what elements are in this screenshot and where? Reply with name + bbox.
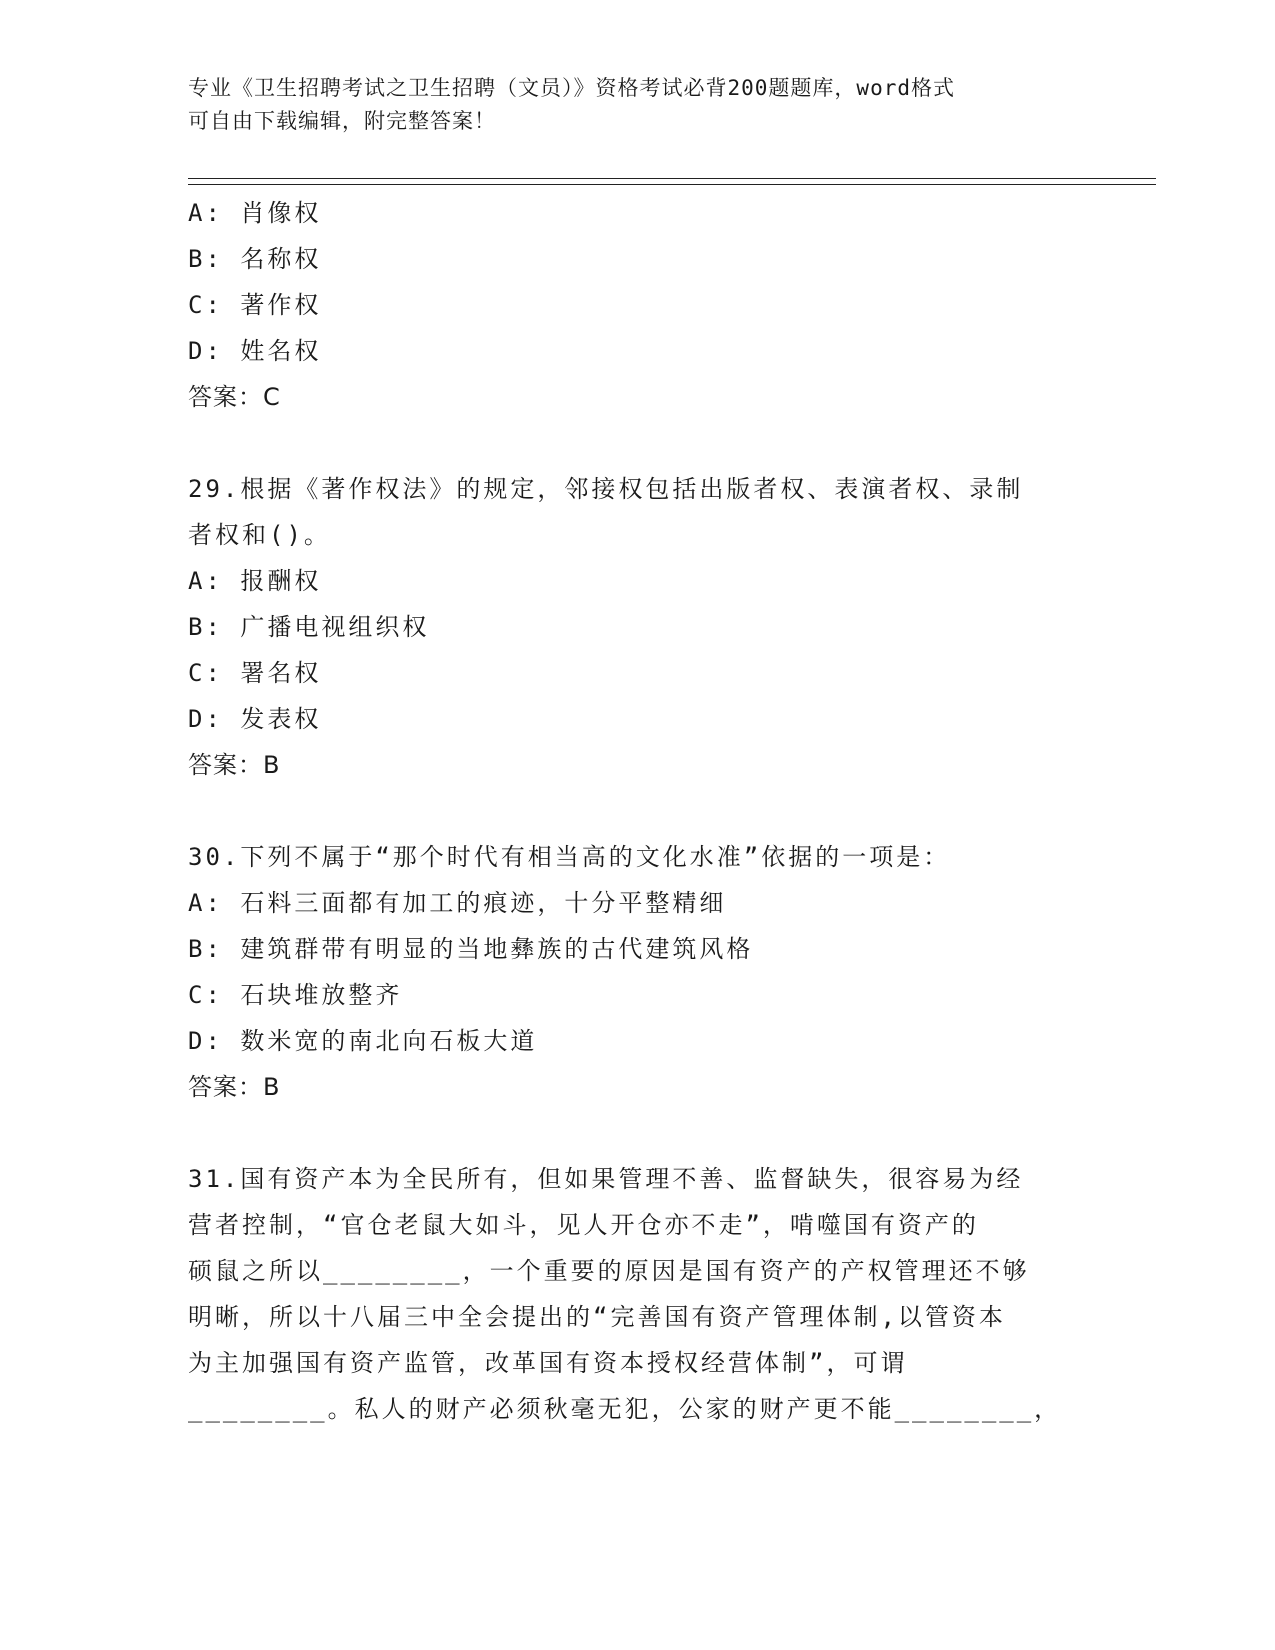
question-28: [188, 190, 1088, 420]
spacer: [188, 788, 1088, 834]
question-30: [188, 834, 1088, 1110]
question-text-line-1: 31.国有资产本为全民所有，但如果管理不善、监督缺失，很容易为经: [188, 1165, 1024, 1193]
question-text-line-4: 明晰，所以十八届三中全会提出的“完善国有资产管理体制,以管资本: [188, 1303, 1006, 1331]
option-b: B: 名称权: [188, 245, 322, 273]
question-text-line-6: ________。私人的财产必须秋毫无犯，公家的财产更不能________，: [188, 1395, 1062, 1423]
option-c: C: 署名权: [188, 659, 322, 687]
question-29: [188, 466, 1088, 788]
header-line-2: 可自由下载编辑，附完整答案！: [188, 109, 496, 133]
question-text-line-1: 30.下列不属于“那个时代有相当高的文化水准”依据的一项是：: [188, 843, 951, 871]
option-c: C: 著作权: [188, 291, 322, 319]
header-divider-bottom: [188, 184, 1156, 185]
question-text-line-1: 29.根据《著作权法》的规定，邻接权包括出版者权、表演者权、录制: [188, 475, 1024, 503]
question-text-line-5: 为主加强国有资产监管，改革国有资本授权经营体制”，可谓: [188, 1349, 908, 1377]
question-text-line-2: 者权和()。: [188, 521, 331, 549]
option-d: D: 数米宽的南北向石板大道: [188, 1027, 538, 1055]
option-a: A: 报酬权: [188, 567, 322, 595]
header-line-1: 专业《卫生招聘考试之卫生招聘（文员）》资格考试必背200题题库，word格式: [188, 76, 955, 100]
option-a: A: 肖像权: [188, 199, 322, 227]
spacer: [188, 420, 1088, 466]
header-divider-top: [188, 178, 1156, 179]
document-header: [188, 72, 1088, 138]
option-b: B: 广播电视组织权: [188, 613, 430, 641]
option-c: C: 石块堆放整齐: [188, 981, 403, 1009]
option-d: D: 发表权: [188, 705, 322, 733]
answer: 答案：C: [188, 383, 281, 411]
question-text-line-2: 营者控制，“官仓老鼠大如斗，见人开仓亦不走”，啃噬国有资产的: [188, 1211, 979, 1239]
option-a: A: 石料三面都有加工的痕迹，十分平整精细: [188, 889, 727, 917]
option-d: D: 姓名权: [188, 337, 322, 365]
answer: 答案：B: [188, 751, 281, 779]
answer: 答案：B: [188, 1073, 281, 1101]
spacer: [188, 1110, 1088, 1156]
option-b: B: 建筑群带有明显的当地彝族的古代建筑风格: [188, 935, 754, 963]
question-31: [188, 1156, 1088, 1432]
document-body: [188, 190, 1088, 1432]
question-text-line-3: 硕鼠之所以________，一个重要的原因是国有资产的产权管理还不够: [188, 1257, 1030, 1285]
